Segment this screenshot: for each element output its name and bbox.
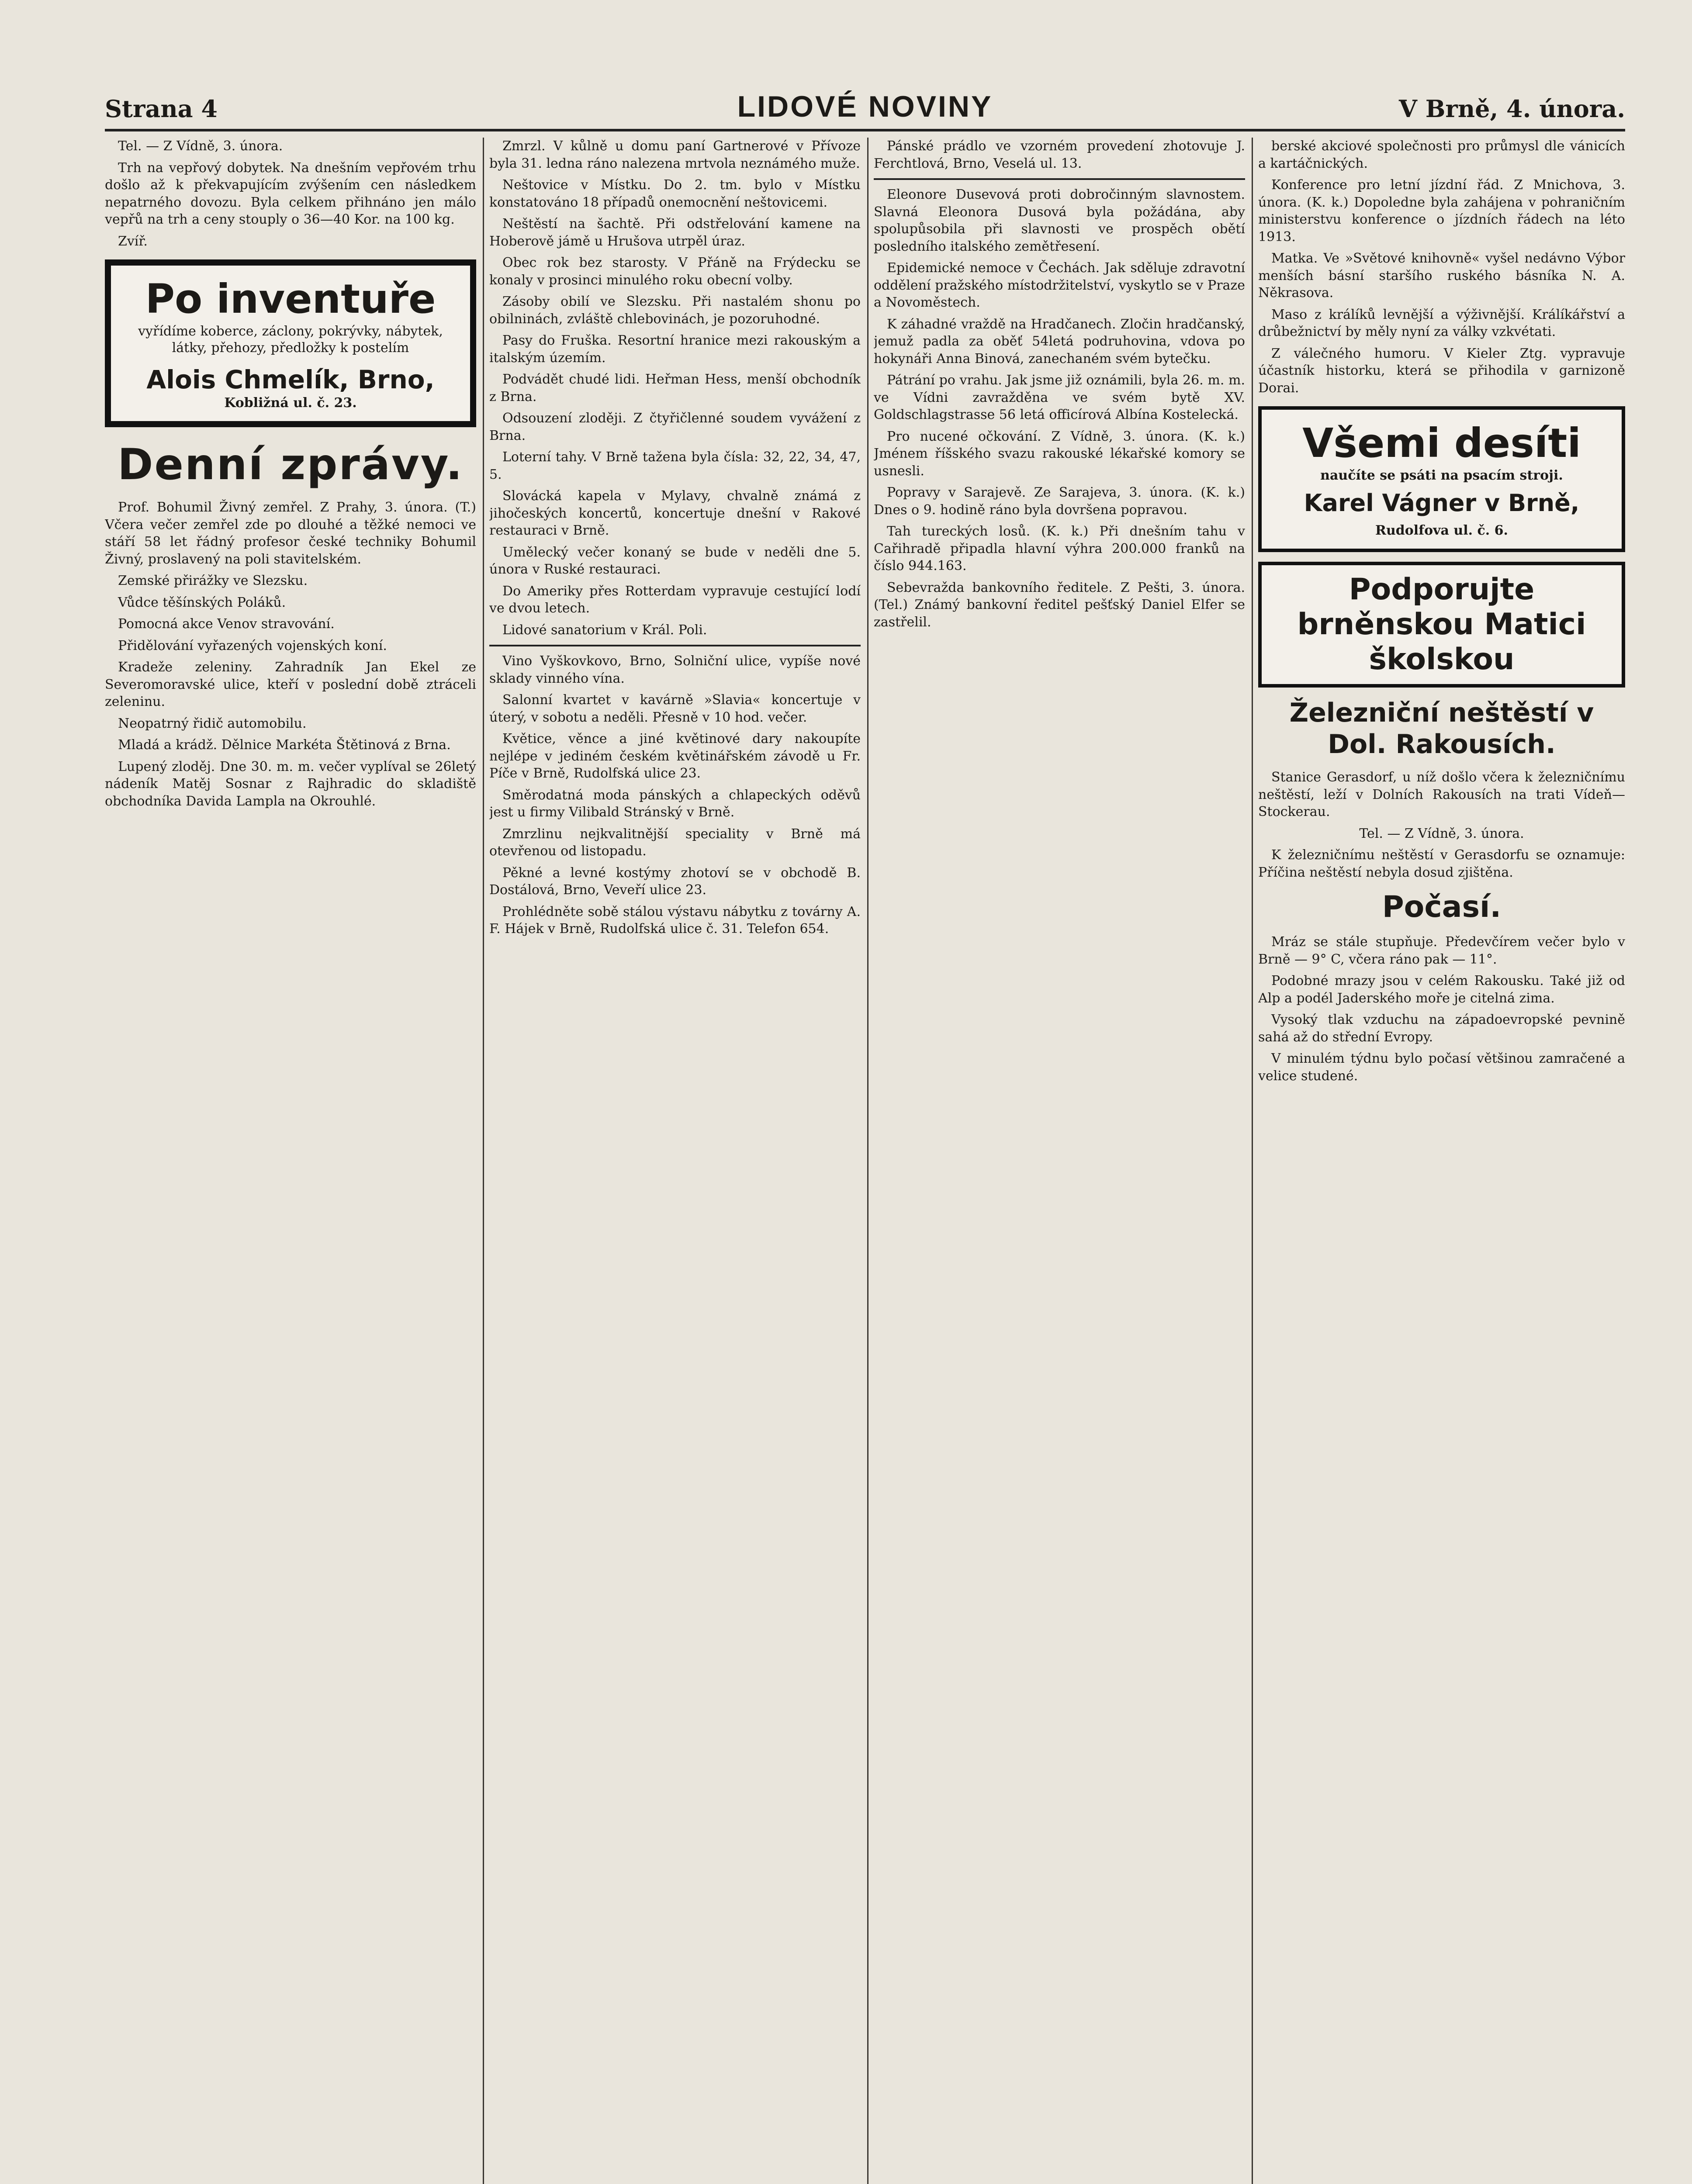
article-paragraph: Lidové sanatorium v Král. Poli.: [502, 622, 707, 638]
classified-ad: Směrodatná moda pánských a chlapeckých oděvů jest u firmy Vilibald Stránský v Brně.: [489, 787, 861, 820]
article-paragraph: Do Ameriky přes Rotterdam vypravuje cestující lodí ve dvou letech.: [489, 583, 861, 616]
article-paragraph: Pro nucené očkování. Z Vídně, 3. února. (K. k.) Jménem říšského svazu rakouské lékařské komory se usnesli.: [874, 429, 1245, 479]
article-paragraph: Epidemické nemoce v Čechách. Jak sděluje zdravotní oddělení pražského místodržitelství, vyskytlo se v Praze a Novoměstech.: [874, 260, 1245, 310]
page-header: [105, 90, 1625, 131]
classified-ad: Květice, věnce a jiné květinové dary nakoupíte nejlépe v jediném českém květinářském závodě u Fr. Píče v Brně, Rudolfská ulice 23.: [489, 731, 861, 781]
article-paragraph: Pomocná akce Venov stravování.: [118, 616, 335, 632]
article-paragraph: Sebevražda bankovního ředitele. Z Pešti, 3. února. (Tel.) Známý bankovní ředitel pešťský Daniel Elfer se zastřelil.: [874, 580, 1245, 630]
ad-subline: naučíte se psáti na psacím stroji.: [1320, 468, 1563, 483]
article-paragraph: Podobné mrazy jsou v celém Rakousku. Také již od Alp a podél Jaderského moře je citelná zima.: [1258, 973, 1625, 1006]
ad-firm: Alois Chmelík, Brno,: [146, 365, 435, 394]
section-title-railway-accident: Železniční neštěstí v Dol. Rakousích.: [1289, 698, 1594, 760]
classified-ad: Zmrzlinu nejkvalitnější speciality v Brně má otevřenou od listopadu.: [489, 826, 861, 859]
ad-firm: Karel Vágner v Brně,: [1304, 489, 1580, 517]
ad-body: vyřídíme koberce, záclony, pokrývky, nábytek, látky, přehozy, předložky k postelím: [138, 324, 443, 356]
inventura-ad: [105, 259, 476, 427]
dateline: Tel. — Z Vídně, 3. února.: [1359, 826, 1524, 841]
ad-headline: Po inventuře: [145, 276, 436, 322]
article-paragraph: Loterní tahy. V Brně tažena byla čísla: 32, 22, 34, 47, 5.: [489, 449, 861, 482]
vagner-ad: [1258, 406, 1625, 552]
article-paragraph: Zemské přirážky ve Slezsku.: [118, 573, 308, 588]
classified-ad: Pěkné a levné kostýmy zhotoví se v obchodě B. Dostálová, Brno, Veveří ulice 23.: [489, 865, 861, 898]
classified-ad: Prohlédněte sobě stálou výstavu nábytku z továrny A. F. Hájek v Brně, Rudolfská ulice č. 31. Telefon 654.: [489, 904, 861, 936]
article-paragraph: K záhadné vraždě na Hradčanech. Zločin hradčanský, jemuž padla za oběť 54letá podruhovina, vdova po hokynáři Anna Binová, zanechaném svém bytečku.: [874, 316, 1245, 366]
article-paragraph: Umělecký večer konaný se bude v neděli dne 5. února v Ruské restauraci.: [489, 544, 861, 577]
column-rule: [483, 138, 484, 2184]
article-paragraph: Mráz se stále stupňuje. Předevčírem večer bylo v Brně — 9° C, včera ráno pak — 11°.: [1258, 934, 1625, 967]
matice-ad: [1258, 562, 1625, 688]
ad-address: Kobližná ul. č. 23.: [224, 395, 357, 411]
article-paragraph: Obec rok bez starosty. V Přáně na Frýdecku se konaly v prosinci minulého roku obecní volby.: [489, 255, 861, 288]
dateline: Tel. — Z Vídně, 3. února.: [118, 138, 283, 154]
article-divider: [874, 178, 1245, 180]
article-paragraph: Matka. Ve »Světové knihovně« vyšel nedávno Výbor menších básní staršího ruského básníka N. A. Někrasova.: [1258, 251, 1625, 301]
article-paragraph: Neštěstí na šachtě. Při odstřelování kamene na Hoberově jámě u Hrušova utrpěl úraz.: [489, 216, 861, 249]
column-3: [874, 138, 1245, 2184]
article-paragraph: Popravy v Sarajevě. Ze Sarajeva, 3. února. (K. k.) Dnes o 9. hodině ráno byla dovršena popravou.: [874, 485, 1245, 518]
article-paragraph: Kradeže zeleniny. Zahradník Jan Ekel ze Severomoravské ulice, kteří v poslední době ztráceli zeleninu.: [105, 660, 476, 709]
column-1: [105, 138, 476, 2184]
article-paragraph: Konference pro letní jízdní řád. Z Mnichova, 3. února. (K. k.) Dopoledne byla zahájena v pohraničním ministerstvu konference o jízdních řádech na léto 1913.: [1258, 177, 1625, 245]
article-paragraph: Zásoby obilí ve Slezsku. Při nastalém shonu po obilninách, zvláště chlebovinách, je pozoruhodné.: [489, 294, 861, 327]
column-4: [1258, 138, 1625, 2184]
article-paragraph: Eleonore Dusevová proti dobročinným slavnostem. Slavná Eleonora Dusová byla požádána, aby spolupůsobila při slavnosti ve prospěch obětí posledního italského zemětřesení.: [874, 187, 1245, 254]
section-title-weather: Počasí.: [1382, 890, 1502, 924]
section-title-denni-zpravy: Denní zprávy.: [118, 440, 464, 490]
article-paragraph: Prof. Bohumil Živný zemřel. Z Prahy, 3. února. (T.) Včera večer zemřel zde po dlouhé a těžké nemoci ve stáří 58 let řádný profesor české techniky Bohumil Živný, proslavený na poli stavitelském.: [105, 500, 476, 567]
article-paragraph: Tah tureckých losů. (K. k.) Při dnešním tahu v Cařihradě připadla hlavní výhra 200.000 franků na číslo 944.163.: [874, 524, 1245, 574]
ad-headline: Podporujte brněnskou Matici školskou: [1297, 572, 1586, 677]
column-rule: [1252, 138, 1253, 2184]
article-paragraph: Mladá a krádž. Dělnice Markéta Štětinová z Brna.: [118, 737, 451, 753]
article-paragraph: Vysoký tlak vzduchu na západoevropské pevnině sahá až do střední Evropy.: [1258, 1012, 1625, 1045]
article-paragraph: Odsouzení zloději. Z čtyřičlenné soudem vyvážení z Brna.: [489, 411, 861, 443]
article-paragraph: Zvíř.: [118, 233, 148, 249]
classified-ad: Pánské prádlo ve vzorném provedení zhotovuje J. Ferchtlová, Brno, Veselá ul. 13.: [874, 138, 1245, 171]
masthead-title: LIDOVÉ NOVINY: [737, 90, 993, 123]
classified-divider: [489, 645, 861, 646]
article-paragraph: berské akciové společnosti pro průmysl dle vánicích a kartáčnických.: [1258, 138, 1625, 171]
classified-ad: Salonní kvartet v kavárně »Slavia« koncertuje v úterý, v sobotu a neděli. Přesně v 10 hod. večer.: [489, 692, 861, 725]
article-paragraph: Vůdce těšínských Poláků.: [118, 594, 286, 610]
article-paragraph: Z válečného humoru. V Kieler Ztg. vypravuje účastník historku, která se přihodila v garnizoně Dorai.: [1258, 346, 1625, 396]
column-2: [489, 138, 861, 2184]
column-rule: [867, 138, 868, 2184]
page-number: Strana 4: [105, 95, 218, 123]
article-paragraph: Trh na vepřový dobytek. Na dnešním vepřovém trhu došlo až k překvapujícím zvýšením cen následkem nepatrného dovozu. Byla celkem přihnáno jen málo vepřů na trh a ceny stouply o 36—40 Kor. na 100 kg.: [105, 160, 476, 227]
article-paragraph: Stanice Gerasdorf, u níž došlo včera k železničnímu neštěstí, leží v Dolních Rakousích na trati Vídeň—Stockerau.: [1258, 770, 1625, 819]
issue-date: V Brně, 4. února.: [1399, 95, 1625, 123]
article-paragraph: V minulém týdnu bylo počasí většinou zamračené a velice studené.: [1258, 1051, 1625, 1084]
article-paragraph: Lupený zloděj. Dne 30. m. m. večer vyplíval se 26letý nádeník Matěj Sosnar z Rajhradic do skladiště obchodníka Davida Lampla na Okrouhlé.: [105, 759, 476, 809]
article-paragraph: Pasy do Fruška. Resortní hranice mezi rakouským a italským územím.: [489, 333, 861, 366]
ad-address: Rudolfova ul. č. 6.: [1375, 523, 1508, 538]
article-paragraph: Zmrzl. V kůlně u domu paní Gartnerové v Přívoze byla 31. ledna ráno nalezena mrtvola neznámého muže.: [489, 138, 861, 171]
ad-headline: Všemi desíti: [1302, 420, 1581, 467]
article-paragraph: Přidělování vyřazených vojenských koní.: [118, 638, 387, 653]
article-paragraph: Neopatrný řidič automobilu.: [118, 715, 307, 731]
classified-ad: Vino Vyškovkovo, Brno, Solniční ulice, vypíše nové sklady vinného vína.: [489, 653, 861, 686]
article-paragraph: Maso z králíků levnější a výživnější. Králíkářství a drůbežnictví by měly nyní za války vzkvétati.: [1258, 307, 1625, 339]
article-paragraph: Podvádět chudé lidi. Heřman Hess, menší obchodník z Brna.: [489, 372, 861, 404]
article-paragraph: Slovácká kapela v Mylavy, chvalně známá z jihočeských koncertů, koncertuje dnešní v Rakové restauraci v Brně.: [489, 488, 861, 538]
article-paragraph: Neštovice v Místku. Do 2. tm. bylo v Místku konstatováno 18 případů onemocnění neštovicemi.: [489, 177, 861, 210]
article-paragraph: K železničnímu neštěstí v Gerasdorfu se oznamuje: Příčina neštěstí nebyla dosud zjištěna.: [1258, 847, 1625, 880]
article-paragraph: Pátrání po vrahu. Jak jsme již oznámili, byla 26. m. m. ve Vídni zavražděna ve svém bytě XV. Goldschlagstrasse 56 letá officírová Albína Kostelecká.: [874, 373, 1245, 422]
